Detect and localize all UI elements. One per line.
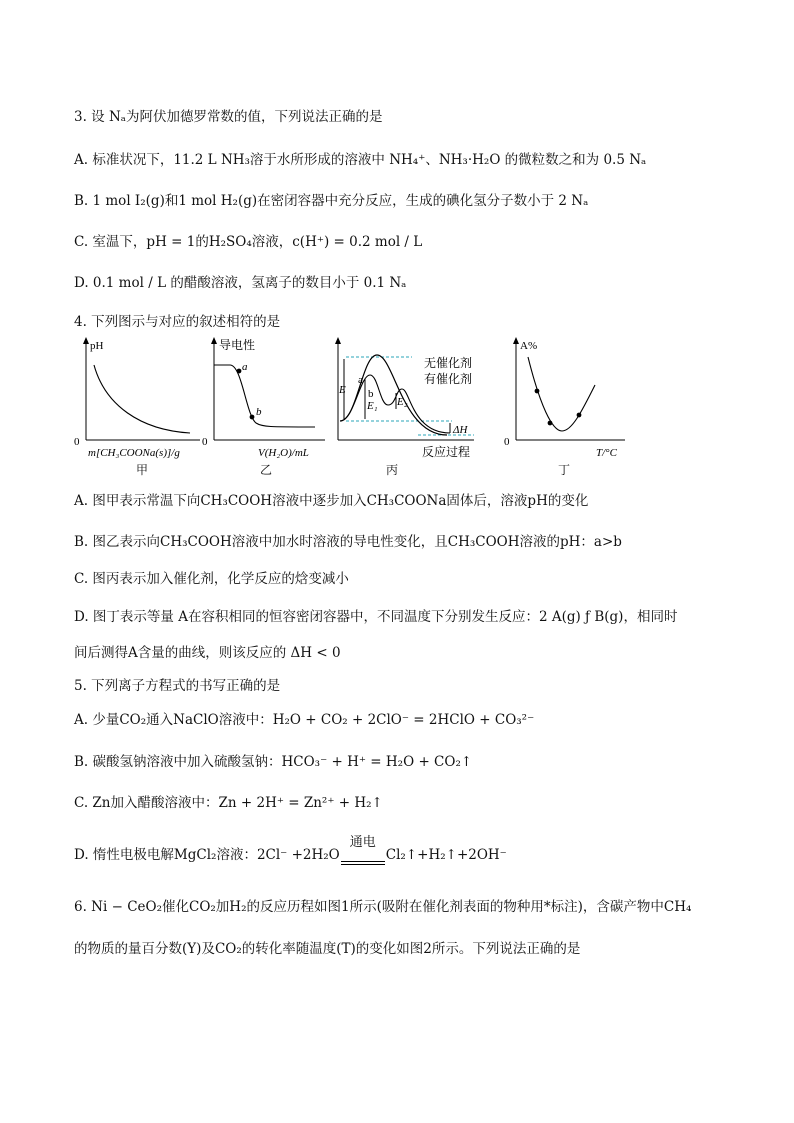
jia-origin: 0 [74,436,80,448]
bing-legend-catalyst: 有催化剂 [424,372,473,386]
bing-caption: 丙 [386,463,399,477]
ding-xlabel: T/°C [596,447,617,459]
q4-option-a: A. 图甲表示常温下向CH₃COOH溶液中逐步加入CH₃COONa固体后，溶液pH的变化 [74,493,589,509]
q3-option-d: D. 0.1 mol / L 的醋酸溶液，氢离子的数目小于 0.1 Nₐ [74,275,407,291]
q5-option-b: B. 碳酸氢钠溶液中加入硫酸氢钠：HCO₃⁻ + H⁺ = H₂O + CO₂↑ [74,754,473,770]
yi-point-a: a [242,361,248,373]
yi-caption: 乙 [260,463,273,477]
q4-option-c: C. 图丙表示加入催化剂，化学反应的焓变减小 [74,571,349,587]
q5-option-d-text: D. 惰性电极电解MgCl₂溶液：2Cl⁻ +2H₂O [74,847,340,863]
q3-option-a: A. 标准状况下，11.2 L NH₃溶于水所形成的溶液中 NH₄⁺、NH₃·H₂O 的微粒数之和为 0.5 Nₐ [74,152,647,168]
q4-option-b: B. 图乙表示向CH₃COOH溶液中加水时溶液的导电性变化，且CH₃COOH溶液的pH：a>b [74,534,622,550]
q4-option-d-line2: 间后测得A含量的曲线，则该反应的 ΔH < 0 [74,645,341,661]
q6-line1: 6. Ni − CeO₂催化CO₂加H₂的反应历程如图1所示(吸附在催化剂表面的物种用*标注)，含碳产物中CH₄ [74,899,692,915]
electrolysis-label: 通电 [349,835,376,850]
q5-option-d-products: Cl₂↑+H₂↑+2OH⁻ [385,847,507,863]
figure-jia [70,335,210,477]
ding-ylabel: A% [520,340,538,352]
yi-origin: 0 [202,436,208,448]
yi-point-b: b [256,406,262,418]
q6-line2: 的物质的量百分数(Y)及CO₂的转化率随温度(T)的变化如图2所示。下列说法正确的是 [74,941,581,957]
bing-E1: E₁ [367,400,378,412]
q3-option-c: C. 室温下，pH = 1的H₂SO₄溶液，c(H⁺) = 0.2 mol / L [74,234,423,250]
figure-yi [200,335,330,477]
jia-xlabel: m[CH₃COONa(s)]/g [88,447,180,459]
electrolysis-arrow [341,835,385,865]
q3-stem: 3. 设 Nₐ为阿伏加德罗常数的值，下列说法正确的是 [74,109,383,125]
figure-ding [500,335,630,477]
q5-option-a: A. 少量CO₂通入NaClO溶液中：H₂O + CO₂ + 2ClO⁻ = 2HClO + CO₃²⁻ [74,712,535,728]
ding-origin: 0 [504,436,510,448]
bing-E2: E₂ [397,396,408,408]
bing-a: a [358,374,363,386]
bing-xlabel: 反应过程 [422,445,471,459]
q4-stem: 4. 下列图示与对应的叙述相符的是 [74,314,281,330]
q5-option-c: C. Zn加入醋酸溶液中：Zn + 2H⁺ = Zn²⁺ + H₂↑ [74,795,383,811]
bing-E: E [339,384,346,396]
bing-legend-no-catalyst: 无催化剂 [424,356,473,370]
q5-stem: 5. 下列离子方程式的书写正确的是 [74,678,281,694]
bing-b: b [368,388,374,400]
bing-dH: ΔH [453,424,468,436]
ding-caption: 丁 [558,463,571,477]
jia-caption: 甲 [136,463,149,477]
q5-option-d [74,835,507,865]
yi-xlabel: V(H₂O)/mL [258,447,309,459]
q4-option-d-line1: D. 图丁表示等量 A在容积相同的恒容密闭容器中，不同温度下分别发生反应：2 A(g) ƒ B(g)，相同时 [74,609,678,625]
yi-ylabel: 导电性 [219,338,256,352]
jia-ylabel: pH [90,340,104,352]
figure-bing [332,335,482,477]
q3-option-b: B. 1 mol I₂(g)和1 mol H₂(g)在密闭容器中充分反应，生成的碘化氢分子数小于 2 Nₐ [74,193,589,209]
